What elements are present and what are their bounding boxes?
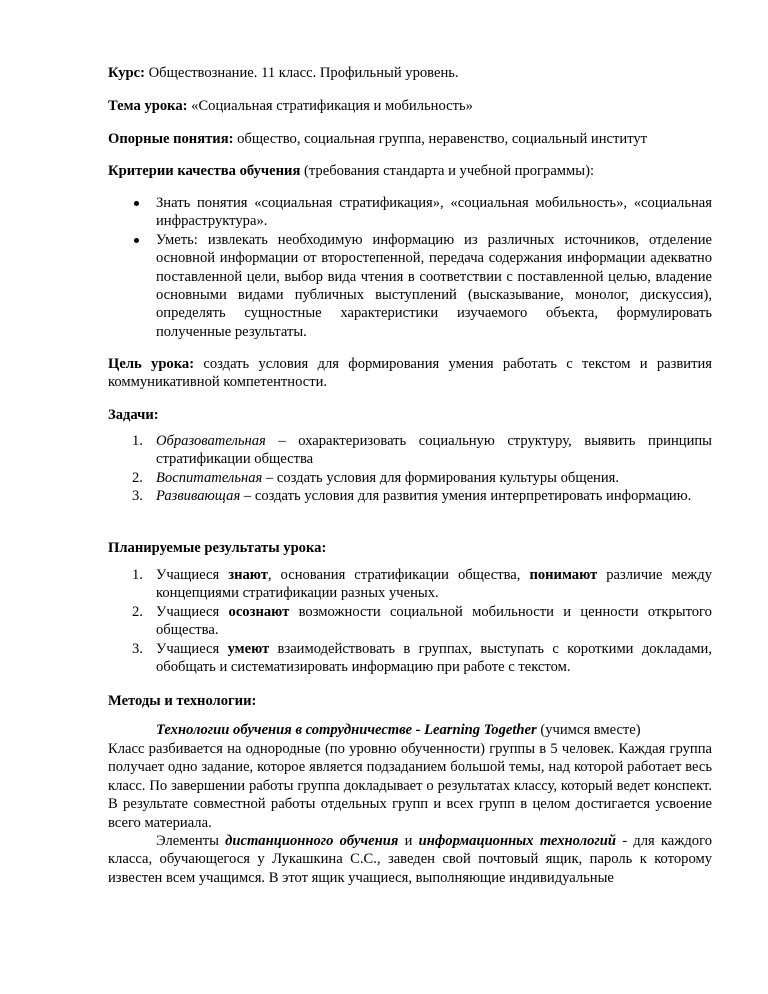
result-text: взаимодействовать в группах, выступать с короткими докладами, обобщать и систематизировать информацию при работе с текстом. <box>156 640 712 676</box>
results-list <box>108 566 712 676</box>
result-number: 1. <box>132 567 143 583</box>
result-item <box>108 603 712 640</box>
task-item <box>108 469 712 487</box>
methods-paragraph-1: Класс разбивается на однородные (по уровню обученности) группы в 5 человек. Каждая группа получает одно задание, которое является подзаданием большой темы, над которой работает весь класс. По завершении работы группа докладывает о результатах классу, который ведет конспект. В результате совместной работы отдельных групп и всех групп в целом достигается усвоение всего материала. <box>108 741 712 831</box>
criteria-line <box>108 162 712 180</box>
methods-technology-line <box>108 721 712 739</box>
result-text: Учащиеся <box>156 640 228 657</box>
methods-text: - для каждого класса, обучающегося у Лукашкина С.С., заведен свой почтовый ящик, пароль к которому известен всем учащимся. В этот ящик учащиеся, выполняющие индивидуальные <box>108 833 713 886</box>
result-text: возможности социальной мобильности и ценности открытого общества. <box>156 603 712 639</box>
methods-technology-note: (учимся вместе) <box>536 722 641 738</box>
task-text: – создать условия для развития умения интерпретировать информацию. <box>240 488 692 505</box>
task-text: – охарактеризовать социальную структуру, выявить принципы стратификации общества <box>156 433 712 468</box>
methods-technology-title: Технологии обучения в сотрудничестве - Learning Together <box>156 722 537 738</box>
concepts-value: общество, социальная группа, неравенство, социальный институт <box>233 131 648 147</box>
course-label: Курс: <box>108 65 145 81</box>
result-text: различие между концепциями стратификации разных ученых. <box>156 567 712 602</box>
methods-term: информационных технологий <box>418 833 617 849</box>
results-heading: Планируемые результаты урока: <box>108 540 327 556</box>
result-keyword: умеют <box>227 640 270 657</box>
tasks-list <box>108 432 712 506</box>
concepts-label: Опорные понятия: <box>108 131 234 147</box>
task-term: Воспитательная <box>156 469 263 486</box>
task-term: Развивающая <box>156 488 241 505</box>
concepts-line <box>108 130 712 148</box>
topic-line <box>108 97 712 115</box>
criteria-label: Критерии качества обучения <box>108 163 301 179</box>
goal-value: создать условия для формирования умения работать с текстом и развития коммуникативной компетентности. <box>108 356 712 391</box>
goal-label: Цель урока: <box>108 356 195 372</box>
methods-term: дистанционного обучения <box>225 833 399 849</box>
result-item <box>108 566 712 603</box>
task-term: Образовательная <box>156 433 266 449</box>
methods-paragraph-2 <box>108 832 712 887</box>
criteria-list <box>108 194 712 341</box>
task-item <box>108 487 712 505</box>
task-item <box>108 432 712 469</box>
task-number: 3. <box>132 488 143 505</box>
result-item <box>108 640 712 677</box>
methods-heading: Методы и технологии: <box>108 693 257 709</box>
topic-value: «Социальная стратификация и мобильность» <box>187 98 473 114</box>
goal-paragraph <box>108 355 712 392</box>
result-text: , основания стратификации общества, <box>267 567 530 583</box>
methods-text: Элементы <box>156 833 226 849</box>
criteria-item: Знать понятия «социальная стратификация», «социальная мобильность», «социальная инфраструктура». <box>108 194 712 231</box>
course-value: Обществознание. 11 класс. Профильный уровень. <box>144 65 459 81</box>
result-text: Учащиеся <box>156 603 229 620</box>
result-keyword: осознают <box>228 603 290 620</box>
result-text: Учащиеся <box>156 567 229 583</box>
methods-text: и <box>398 833 419 849</box>
tasks-heading: Задачи: <box>108 407 159 423</box>
result-keyword: понимают <box>529 567 598 583</box>
criteria-item: Уметь: извлекать необходимую информацию из различных источников, отделение основной информации от второстепенной, передача содержания информации адекватно поставленной цели, выбор вида чтения в соответствии с поставленной целью, владение основными видами публичных выступлений (высказывание, монолог, дискуссия), определять сущностные характеристики изучаемого объекта, формулировать полученные результаты. <box>108 231 712 341</box>
result-number: 3. <box>132 640 143 657</box>
result-number: 2. <box>132 603 143 620</box>
task-text: – создать условия для формирования культуры общения. <box>262 469 620 486</box>
criteria-value: (требования стандарта и учебной программы): <box>300 163 595 179</box>
result-keyword: знают <box>228 567 268 583</box>
task-number: 2. <box>132 469 143 486</box>
task-number: 1. <box>132 433 143 449</box>
topic-label: Тема урока: <box>108 98 188 114</box>
course-line <box>108 64 712 82</box>
